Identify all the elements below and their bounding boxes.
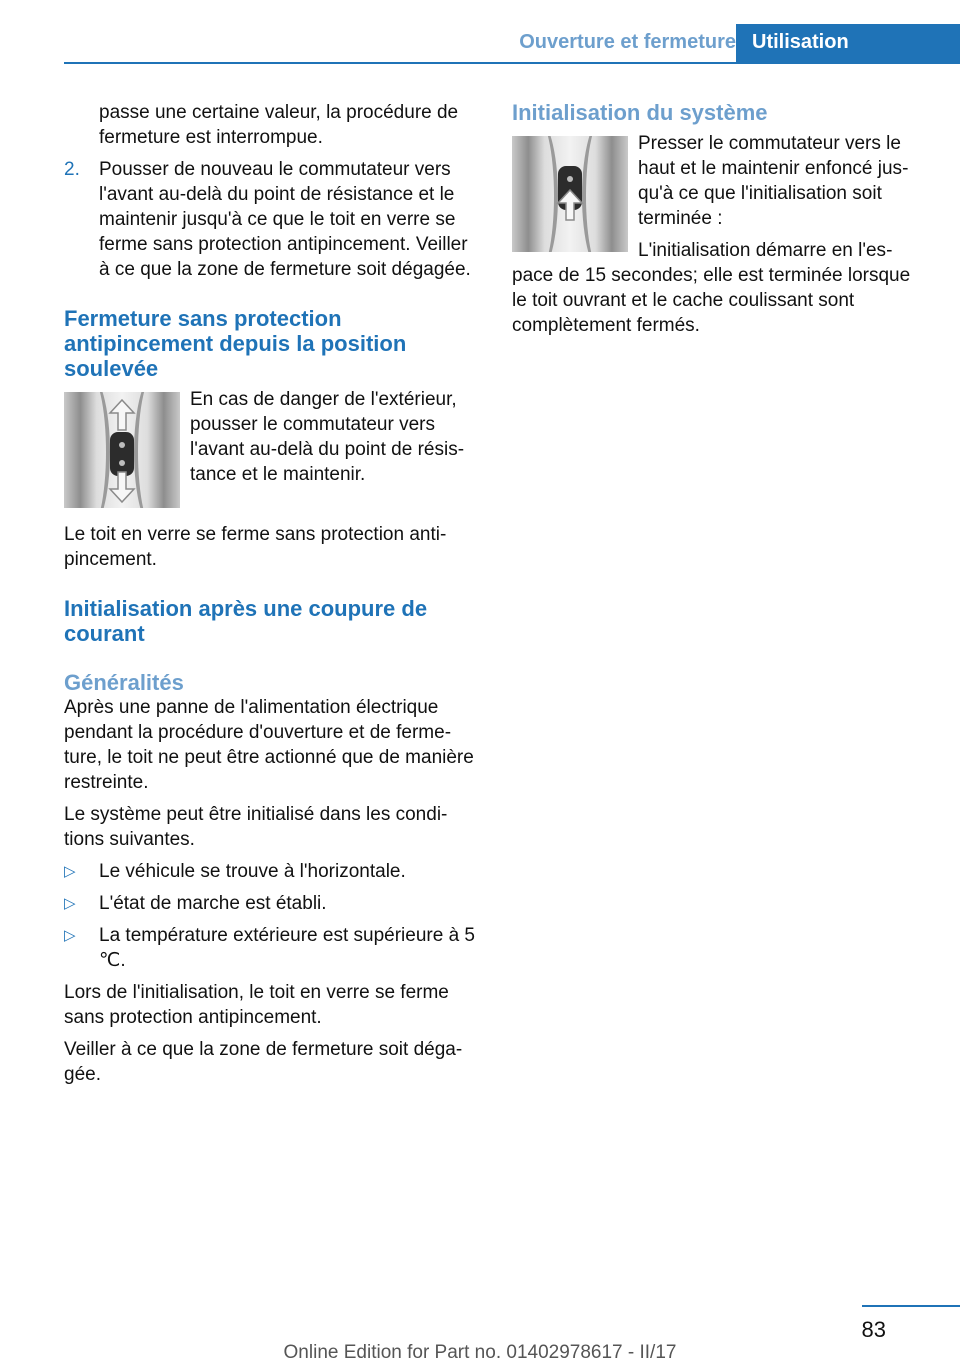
console-arc-left (514, 136, 558, 252)
header-chapter-tab: Utilisation (736, 24, 960, 62)
arrow-up-icon (556, 188, 584, 222)
paragraph-init-duration: L'initialisation démarre en l'espace de 15 secondes; elle est terminée lorsque le toit ouvrant et le cache coulissant sont complètement fermés. (512, 240, 911, 336)
header-section-title: Ouverture et fermeture (519, 31, 736, 53)
switch-dot-icon (119, 442, 125, 448)
arrow-up-icon (108, 398, 136, 432)
section-heading-closing: Fermeture sans protection antipincement depuis la position soulevée (64, 306, 407, 381)
paragraph-closing-result: Le toit en verre se ferme sans protection antipincement. (64, 524, 447, 570)
figure-block-closing (64, 387, 478, 516)
paragraph-clear-zone: Veiller à ce que la zone de fermeture soit dégagée. (64, 1039, 463, 1085)
conditions-list (64, 859, 478, 973)
switch-dot-icon (119, 460, 125, 466)
page-number: 83 (861, 1317, 886, 1342)
section-heading-system-init: Initialisation du système (512, 100, 768, 125)
list-item (64, 923, 478, 973)
list-item-text: La température extérieure est supérieure à 5 ℃. (99, 925, 475, 971)
triangle-bullet-icon: ▷ (64, 895, 76, 912)
subsection-heading-general: Généralités (64, 670, 184, 695)
list-item (64, 891, 478, 916)
figure-block-init (512, 131, 926, 338)
list-item (64, 859, 478, 884)
paragraph-power-failure: Après une panne de l'alimentation électrique pendant la procédure d'ouverture et de fermeture, le toit ne peut être actionné que de manière restreinte. (64, 697, 474, 793)
right-column (512, 100, 926, 338)
triangle-bullet-icon: ▷ (64, 927, 76, 944)
figure-caption-text: Presser le commutateur vers le haut et le maintenir enfoncé jusqu'à ce que l'initialisation soit terminée : (638, 133, 909, 229)
left-column (64, 100, 478, 1087)
page-header (64, 24, 960, 64)
triangle-bullet-icon: ▷ (64, 863, 76, 880)
console-arc-right (134, 392, 178, 508)
continued-paragraph: passe une certaine valeur, la procédure de fermeture est interrompue. (99, 102, 459, 148)
list-item-text: Le véhicule se trouve à l'horizontale. (99, 861, 406, 882)
step-number: 2. (64, 159, 80, 180)
console-arc-left (66, 392, 110, 508)
paragraph-conditions-intro: Le système peut être initialisé dans les conditions suivantes. (64, 804, 448, 850)
console-arc-right (582, 136, 626, 252)
list-item-text: L'état de marche est établi. (99, 893, 327, 914)
roof-switch-illustration (512, 136, 628, 252)
section-heading-initialisation: Initialisation après une coupure de courant (64, 596, 428, 646)
step-text: Pousser de nouveau le commutateur vers l'avant au-delà du point de résistance et le maintenir jusqu'à ce que le toit en verre se ferme sans protection antipincement. Veiller à ce que la zone de fermeture soit dégagée. (99, 159, 471, 280)
switch-dot-icon (567, 176, 573, 182)
footer-edition: Online Edition for Part no. 01402978617 - II/17 (283, 1342, 677, 1363)
roof-switch-illustration (64, 392, 180, 508)
arrow-down-icon (108, 470, 136, 504)
figure-caption-text: En cas de danger de l'extérieur, pousser le commutateur vers l'avant au-delà du point de résistance et le maintenir. (190, 389, 465, 485)
paragraph-initialisation-note: Lors de l'initialisation, le toit en verre se ferme sans protection antipincement. (64, 982, 449, 1028)
page-number-rule (862, 1305, 960, 1307)
numbered-step-2 (64, 157, 478, 282)
